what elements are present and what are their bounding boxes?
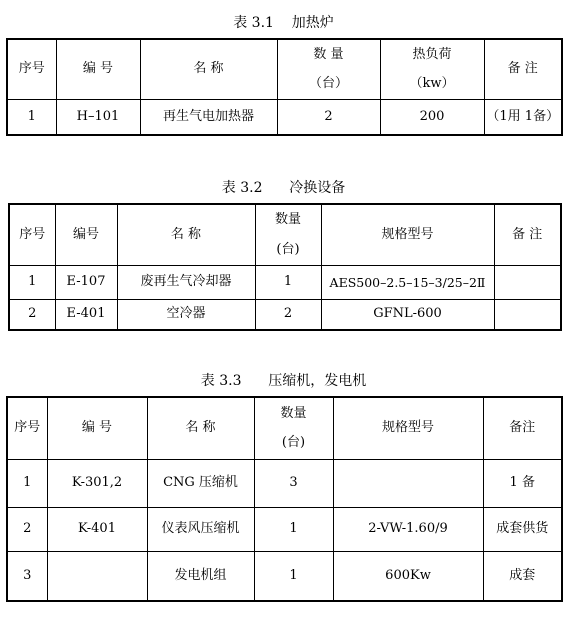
table-row — [7, 507, 562, 551]
table-row — [9, 299, 561, 330]
cell-seq: 1 — [7, 99, 56, 135]
cell-spec: 2-VW-1.60/9 — [333, 507, 483, 551]
header-quantity-unit: (台) — [276, 241, 300, 257]
cell-code — [47, 551, 147, 601]
header-spec: 规格型号 — [333, 397, 483, 459]
cell-remark — [494, 299, 561, 330]
header-remark: 备 注 — [484, 39, 562, 99]
cell-code: H–101 — [56, 99, 140, 135]
cell-remark: 成套供货 — [483, 507, 562, 551]
table-3-3-caption: 表 3.3 压缩机，发电机 — [200, 373, 367, 389]
cell-quantity: 1 — [254, 507, 333, 551]
header-name: 名 称 — [117, 204, 255, 265]
header-quantity-label: 数量 — [274, 212, 301, 228]
table-3-1-caption: 表 3.1 加热炉 — [233, 15, 334, 31]
header-name: 名 称 — [147, 397, 254, 459]
header-seq: 序号 — [9, 204, 55, 265]
header-code: 编号 — [55, 204, 117, 265]
cell-remark: 1 备 — [483, 459, 562, 507]
table-heating-furnace — [6, 38, 563, 136]
header-seq: 序号 — [7, 397, 47, 459]
header-quantity — [254, 397, 333, 459]
cell-code: E-107 — [55, 265, 117, 299]
header-quantity-unit: （台） — [308, 76, 348, 92]
cell-remark: （1用 1备） — [484, 99, 562, 135]
cell-quantity: 1 — [255, 265, 321, 299]
cell-code: K-301,2 — [47, 459, 147, 507]
table-row — [7, 99, 562, 135]
cell-heat-load: 200 — [380, 99, 484, 135]
cell-seq: 3 — [7, 551, 47, 601]
table-heat-exchangers — [8, 203, 562, 331]
table-compressors-generators — [6, 396, 563, 602]
cell-seq: 1 — [9, 265, 55, 299]
header-seq: 序号 — [7, 39, 56, 99]
header-remark: 备注 — [483, 397, 562, 459]
cell-name: 仪表风压缩机 — [147, 507, 254, 551]
cell-remark — [494, 265, 561, 299]
header-quantity — [255, 204, 321, 265]
header-name: 名 称 — [140, 39, 277, 99]
table-row — [9, 265, 561, 299]
cell-code: K-401 — [47, 507, 147, 551]
cell-spec: 600Kw — [333, 551, 483, 601]
header-remark: 备 注 — [494, 204, 561, 265]
header-heat-load — [380, 39, 484, 99]
header-heat-load-unit: （kw） — [409, 76, 455, 92]
header-quantity-label: 数量 — [280, 405, 307, 421]
table-row — [7, 551, 562, 601]
cell-seq: 1 — [7, 459, 47, 507]
cell-name: CNG 压缩机 — [147, 459, 254, 507]
cell-name: 空冷器 — [117, 299, 255, 330]
cell-quantity: 3 — [254, 459, 333, 507]
header-quantity — [277, 39, 380, 99]
cell-quantity: 1 — [254, 551, 333, 601]
cell-name: 发电机组 — [147, 551, 254, 601]
table-header-row — [7, 397, 562, 459]
header-spec: 规格型号 — [321, 204, 494, 265]
cell-seq: 2 — [7, 507, 47, 551]
header-code: 编 号 — [56, 39, 140, 99]
cell-code: E-401 — [55, 299, 117, 330]
cell-quantity: 2 — [277, 99, 380, 135]
cell-quantity: 2 — [255, 299, 321, 330]
header-code: 编 号 — [47, 397, 147, 459]
cell-seq: 2 — [9, 299, 55, 330]
table-header-row — [7, 39, 562, 99]
table-3-2-caption: 表 3.2 冷换设备 — [221, 180, 346, 196]
cell-name: 废再生气冷却器 — [117, 265, 255, 299]
table-row — [7, 459, 562, 507]
header-quantity-unit: (台) — [281, 435, 306, 451]
header-heat-load-label: 热负荷 — [412, 46, 452, 62]
header-quantity-label: 数 量 — [313, 46, 344, 62]
cell-remark: 成套 — [483, 551, 562, 601]
cell-spec — [333, 459, 483, 507]
cell-name: 再生气电加热器 — [140, 99, 277, 135]
cell-spec: GFNL-600 — [321, 299, 494, 330]
table-header-row — [9, 204, 561, 265]
cell-spec: AES500–2.5–15–3/25–2Ⅱ — [321, 265, 494, 299]
